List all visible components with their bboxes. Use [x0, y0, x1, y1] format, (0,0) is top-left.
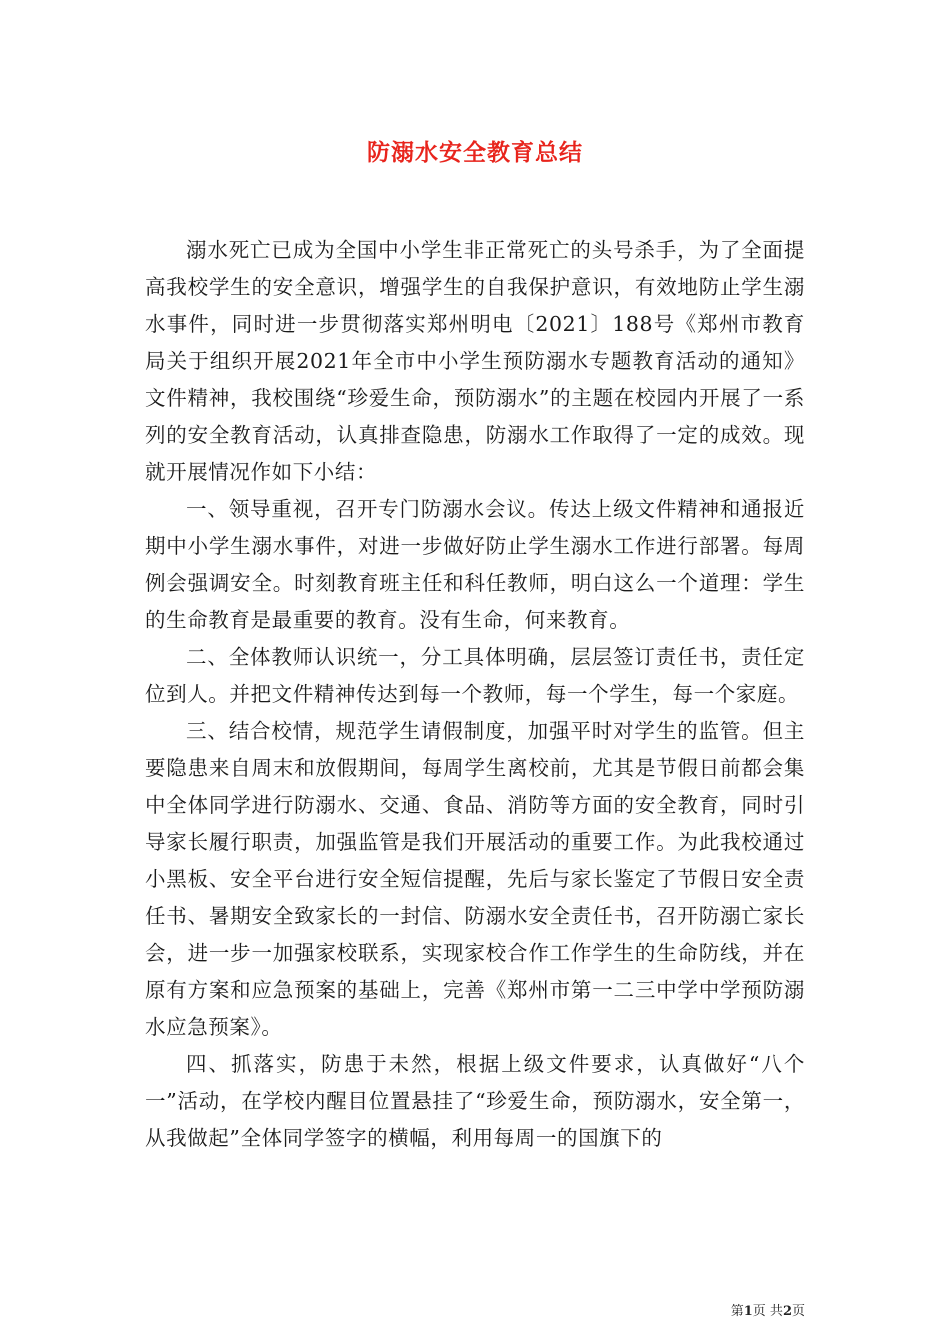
current-page-number: 1	[743, 1304, 753, 1319]
document-title: 防溺水安全教育总结	[367, 139, 583, 166]
footer-middle: 页 共	[752, 1304, 783, 1319]
footer-prefix: 第	[730, 1304, 744, 1319]
page-number-footer	[731, 1300, 805, 1319]
footer-suffix: 页	[791, 1304, 805, 1319]
total-pages-number: 2	[782, 1304, 792, 1319]
paragraph-section-3: 三、结合校情，规范学生请假制度，加强平时对学生的监管。但主要隐患来自周末和放假期间，每周学生离校前，尤其是节假日前都会集中全体同学进行防溺水、交通、食品、消防等方面的安全教育，同时引导家长履行职责，加强监管是我们开展活动的重要工作。为此我校通过小黑板、安全平台进行安全短信提醒，先后与家长鉴定了节假日安全责任书、暑期安全致家长的一封信、防溺水安全责任书，召开防溺亡家长会，进一步一加强家校联系，实现家校合作工作学生的生命防线，并在原有方案和应急预案的基础上，完善《郑州市第一二三中学中学预防溺水应急预案》。	[145, 719, 805, 1039]
paragraph-intro: 溺水死亡已成为全国中小学生非正常死亡的头号杀手，为了全面提高我校学生的安全意识，增强学生的自我保护意识，有效地防止学生溺水事件，同时进一步贯彻落实郑州明电〔2021〕188号《郑州市教育局关于组织开展2021年全市中小学生预防溺水专题教育活动的通知》文件精神，我校围绕“珍爱生命，预防溺水”的主题在校园内开展了一系列的安全教育活动，认真排查隐患，防溺水工作取得了一定的成效。现就开展情况作如下小结：	[145, 238, 805, 484]
paragraph-section-4: 四、抓落实，防患于未然，根据上级文件要求，认真做好“八个一”活动，在学校内醒目位置悬挂了“珍爱生命，预防溺水，安全第一，从我做起”全体同学签字的横幅，利用每周一的国旗下的	[145, 1052, 805, 1150]
paragraph-section-1: 一、领导重视，召开专门防溺水会议。传达上级文件精神和通报近期中小学生溺水事件，对进一步做好防止学生溺水工作进行部署。每周例会强调安全。时刻教育班主任和科任教师，明白这么一个道理：学生的生命教育是最重要的教育。没有生命，何来教育。	[145, 497, 805, 632]
paragraph-section-2: 二、全体教师认识统一，分工具体明确，层层签订责任书，责任定位到人。并把文件精神传达到每一个教师，每一个学生，每一个家庭。	[145, 645, 805, 706]
document-body	[145, 232, 805, 1157]
